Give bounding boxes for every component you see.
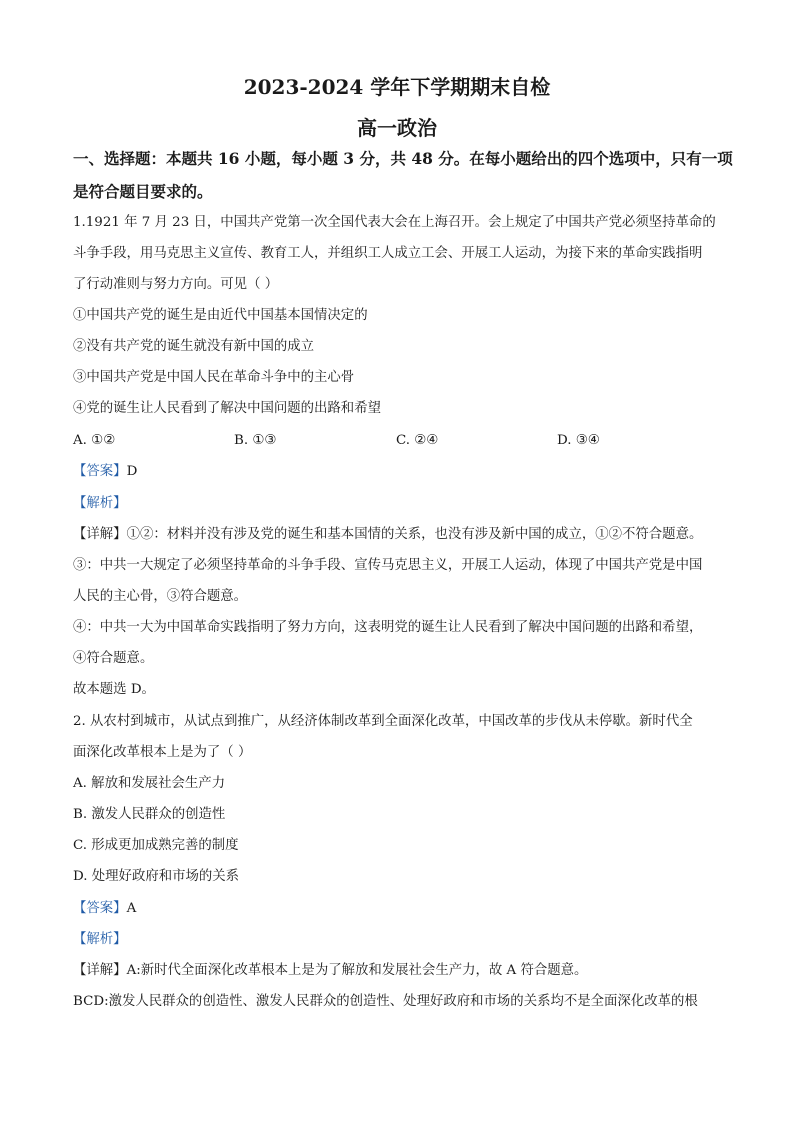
q2-analysis-tag: 【解析】 <box>73 932 127 947</box>
q2-detail-line-2: BCD:激发人民群众的创造性、激发人民群众的创造性、处理好政府和市场的关系均不是全面深化改革的根 <box>73 994 698 1009</box>
q1-option-b: B. ①③ <box>234 433 277 448</box>
answer-tag: 【答案】 <box>73 464 127 479</box>
q1-statement-3: ③中国共产党是中国人民在革命斗争中的主心骨 <box>73 370 355 385</box>
q1-option-a: A. ①② <box>73 433 116 448</box>
detail-text: A:新时代全面深化改革根本上是为了解放和发展社会生产力，故 A 符合题意。 <box>126 963 588 978</box>
q2-detail-line-1 <box>73 962 587 980</box>
q1-statement-1: ①中国共产党的诞生是由近代中国基本国情决定的 <box>73 308 368 323</box>
q2-option-c: C. 形成更加成熟完善的制度 <box>73 838 239 853</box>
detail-tag: 【详解】 <box>73 963 127 978</box>
answer-tag: 【答案】 <box>73 901 127 916</box>
detail-tag: 【详解】 <box>73 527 127 542</box>
q1-statement-2: ②没有共产党的诞生就没有新中国的成立 <box>73 339 315 354</box>
q1-detail-line-5: ④符合题意。 <box>73 651 154 666</box>
document-title: 2023-2024 学年下学期期末自检 <box>243 75 551 99</box>
q1-statement-4: ④党的诞生让人民看到了解决中国问题的出路和希望 <box>73 401 381 416</box>
q1-stem-line-3: 了行动准则与努力方向。可见（ ） <box>73 277 279 292</box>
q1-answer <box>73 463 137 481</box>
q1-stem-line-1: 1.1921 年 7 月 23 日，中国共产党第一次全国代表大会在上海召开。会上规定了中国共产党必须坚持革命的 <box>73 215 716 230</box>
q2-answer <box>73 900 136 918</box>
q1-stem-line-2: 斗争手段，用马克思主义宣传、教育工人，并组织工人成立工会、开展工人运动，为接下来的革命实践指明 <box>73 246 703 261</box>
q2-option-b: B. 激发人民群众的创造性 <box>73 807 226 822</box>
answer-value: D <box>126 464 138 479</box>
q2-option-a: A. 解放和发展社会生产力 <box>73 776 226 791</box>
document-subtitle: 高一政治 <box>357 116 437 140</box>
q1-detail-line-3: 人民的主心骨，③符合题意。 <box>73 589 248 604</box>
detail-text: ①②：材料并没有涉及党的诞生和基本国情的关系，也没有涉及新中国的成立，①②不符合题意。 <box>126 527 703 542</box>
q1-option-c: C. ②④ <box>396 433 439 448</box>
section-heading-line-2: 是符合题目要求的。 <box>73 182 213 201</box>
q1-detail-line-4: ④：中共一大为中国革命实践指明了努力方向，这表明党的诞生让人民看到了解决中国问题的出路和希望， <box>73 620 703 635</box>
q1-detail-line-1 <box>73 526 702 544</box>
q2-stem-line-2: 面深化改革根本上是为了（ ） <box>73 745 252 760</box>
q1-detail-line-6: 故本题选 D。 <box>73 682 155 697</box>
q1-analysis-tag: 【解析】 <box>73 496 127 511</box>
q1-detail-line-2: ③：中共一大规定了必须坚持革命的斗争手段、宣传马克思主义，开展工人运动，体现了中国共产党是中国 <box>73 558 703 573</box>
q1-option-d: D. ③④ <box>557 433 600 448</box>
answer-value: A <box>126 901 137 916</box>
section-heading-line-1: 一、选择题：本题共 16 小题，每小题 3 分，共 48 分。在每小题给出的四个选项中，只有一项 <box>73 149 733 168</box>
q2-option-d: D. 处理好政府和市场的关系 <box>73 869 240 884</box>
q2-stem-line-1: 2. 从农村到城市，从试点到推广，从经济体制改革到全面深化改革，中国改革的步伐从未停歇。新时代全 <box>73 714 693 729</box>
